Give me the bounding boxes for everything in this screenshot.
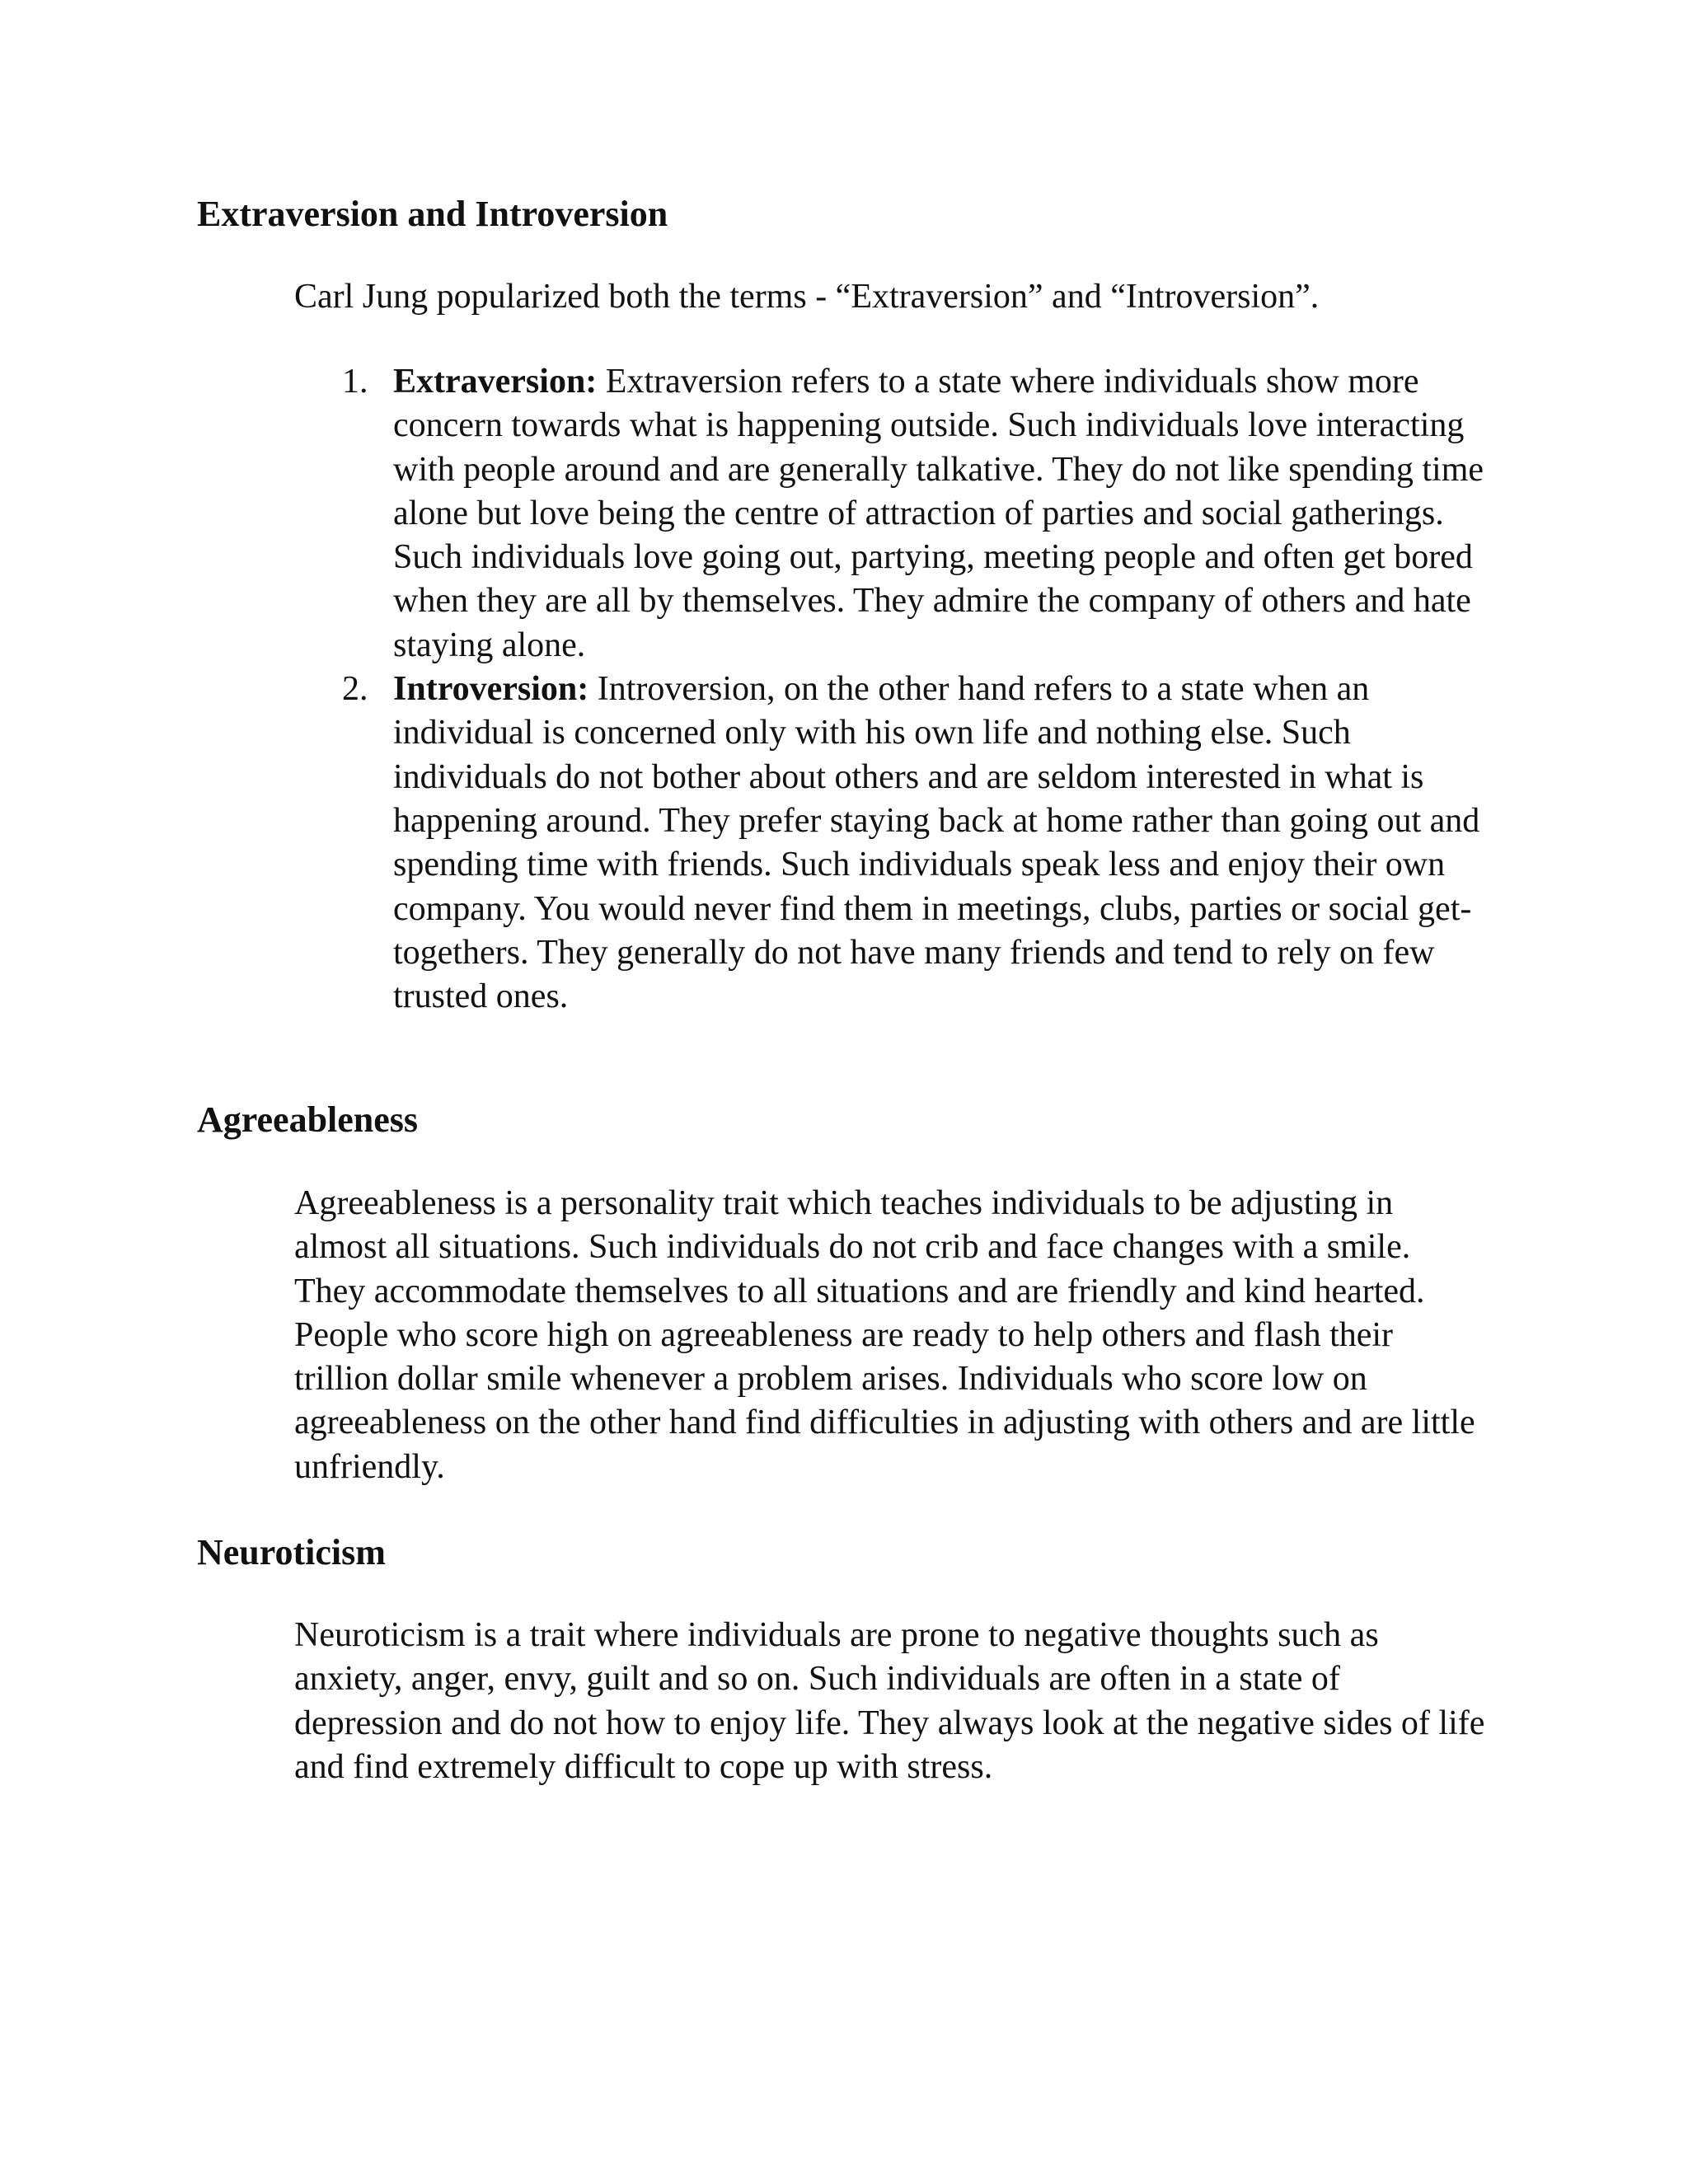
list-item-introversion (294, 668, 1489, 1019)
list-term: Extraversion: (393, 363, 598, 401)
agreeableness-paragraph: Agreeableness is a personality trait which teaches individuals to be adjusting in almost all situations. Such individuals do not crib and face changes with a smile. They accommodate themselves to all situations and are friendly and kind hearted. People who score high on agreeableness are ready to help others and flash their trillion dollar smile whenever a problem arises. Individuals who score low on agreeableness on the other hand find difficulties in adjusting with others and are little unfriendly. (294, 1184, 1475, 1486)
list-number: 1. (342, 363, 368, 401)
section-heading-neuroticism: Neuroticism (197, 1532, 386, 1572)
list-text: Introversion, on the other hand refers to a state when an individual is concerned only with his own life and nothing else. Such individuals do not bother about others and are seldom interested in what is happening around. They prefer staying back at home rather than going out and spending time with friends. Such individuals speak less and enjoy their own company. You would never find them in meetings, clubs, parties or social get-togethers. They generally do not have many friends and tend to rely on few trusted ones. (393, 670, 1480, 1016)
section-heading-agreeableness: Agreeableness (197, 1099, 419, 1140)
list-item-extraversion (294, 360, 1489, 668)
numbered-list (294, 360, 1489, 1019)
list-number: 2. (342, 670, 368, 709)
section-heading-extraversion-introversion: Extraversion and Introversion (197, 194, 668, 234)
intro-paragraph: Carl Jung popularized both the terms - “Extraversion” and “Introversion”. (294, 278, 1320, 316)
list-text: Extraversion refers to a state where individuals show more concern towards what is happening outside. Such individuals love interacting with people around and are generally talkative. They do not like spending time alone but love being the centre of attraction of parties and social gatherings. Such individuals love going out, partying, meeting people and often get bored when they are all by themselves. They admire the company of others and hate staying alone. (393, 363, 1484, 664)
neuroticism-paragraph: Neuroticism is a trait where individuals are prone to negative thoughts such as anxiety, anger, envy, guilt and so on. Such individuals are often in a state of depression and do not how to enjoy life. They always look at the negative sides of life and find extremely difficult to cope up with stress. (294, 1616, 1485, 1786)
list-term: Introversion: (393, 670, 589, 709)
